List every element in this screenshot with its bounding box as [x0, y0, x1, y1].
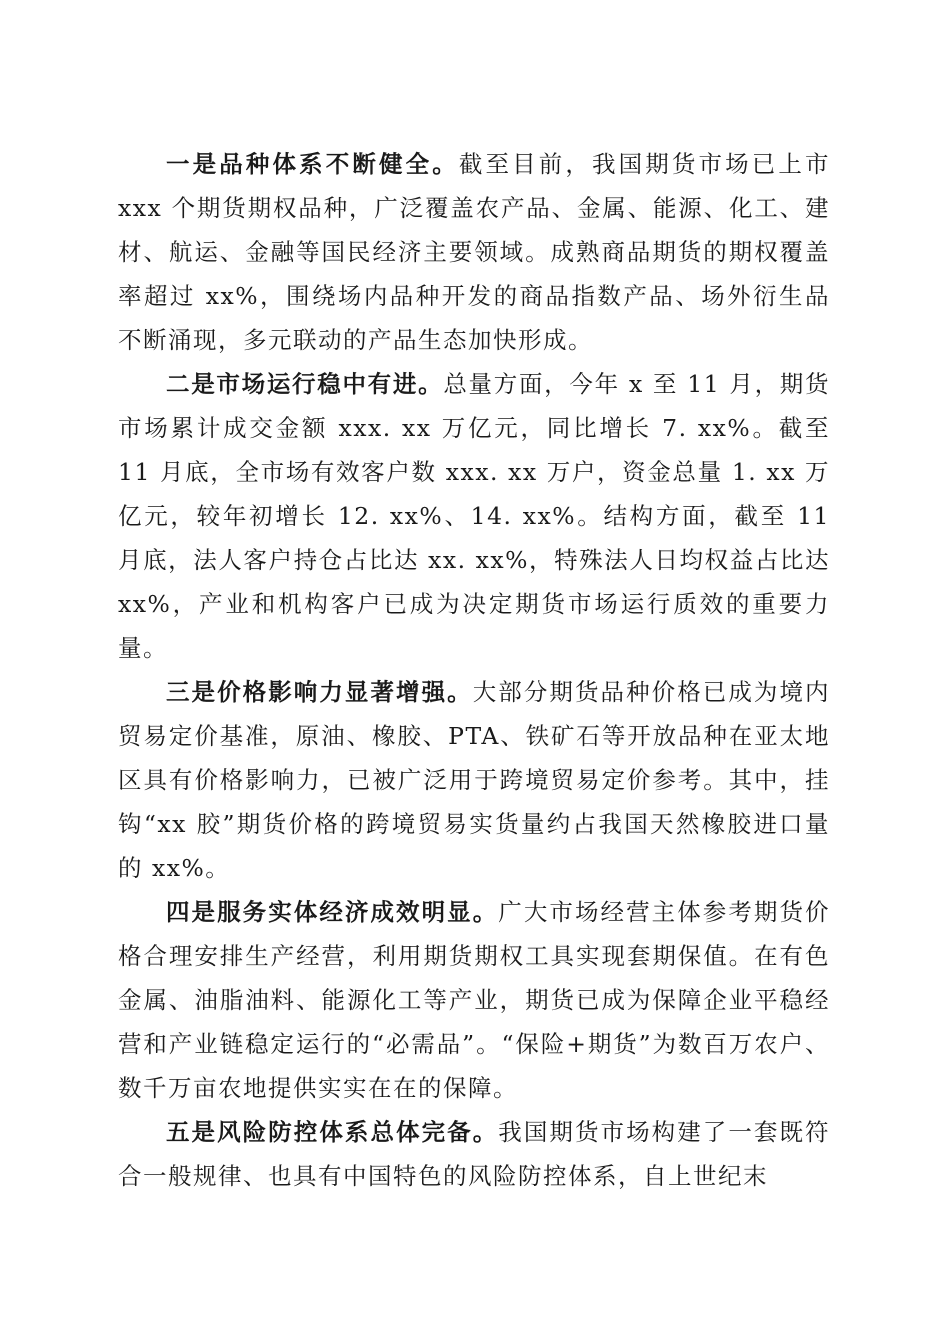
paragraph-product-system: [118, 142, 830, 362]
paragraph-body: 我国期货市场构建了一套既符合一般规律、也具有中国特色的风险防控体系，自上世纪末: [118, 1118, 831, 1190]
document-page: [118, 142, 830, 1198]
paragraph-lead: 四是服务实体经济成效明显。: [166, 898, 499, 926]
paragraph-lead: 二是市场运行稳中有进。: [166, 370, 444, 398]
paragraph-price-influence: [118, 670, 830, 890]
paragraph-lead: 三是价格影响力显著增强。: [166, 678, 473, 706]
paragraph-body: 总量方面，今年 x 至 11 月，期货市场累计成交金额 xxx. xx 万亿元，同比增长 7. xx%。截至 11 月底，全市场有效客户数 xxx. xx 万户，资金总量 1. xx 万亿元，较年初增长 12. xx%、14. xx%。结构方面，截至 11 月底，法人客户持仓占比达 xx. xx%，特殊法人日均权益占比达 xx%，产业和机构客户已成为决定期货市场运行质效的重要力量。: [118, 370, 830, 662]
paragraph-risk-control: [118, 1110, 830, 1198]
paragraph-lead: 五是风险防控体系总体完备。: [166, 1118, 499, 1146]
paragraph-body: 大部分期货品种价格已成为境内贸易定价基准，原油、橡胶、PTA、铁矿石等开放品种在亚太地区具有价格影响力，已被广泛用于跨境贸易定价参考。其中，挂钩“xx 胶”期货价格的跨境贸易实货量约占我国天然橡胶进口量的 xx%。: [118, 678, 831, 882]
paragraph-real-economy: [118, 890, 830, 1110]
paragraph-lead: 一是品种体系不断健全。: [166, 150, 459, 178]
paragraph-market-operation: [118, 362, 830, 670]
paragraph-body: 广大市场经营主体参考期货价格合理安排生产经营，利用期货期权工具实现套期保值。在有色金属、油脂油料、能源化工等产业，期货已成为保障企业平稳经营和产业链稳定运行的“必需品”。“保险+期货”为数百万农户、数千万亩农地提供实实在在的保障。: [118, 898, 831, 1102]
paragraph-body: 截至目前，我国期货市场已上市 xxx 个期货期权品种，广泛覆盖农产品、金属、能源、化工、建材、航运、金融等国民经济主要领域。成熟商品期货的期权覆盖率超过 xx%，围绕场内品种开发的商品指数产品、场外衍生品不断涌现，多元联动的产品生态加快形成。: [118, 150, 830, 354]
